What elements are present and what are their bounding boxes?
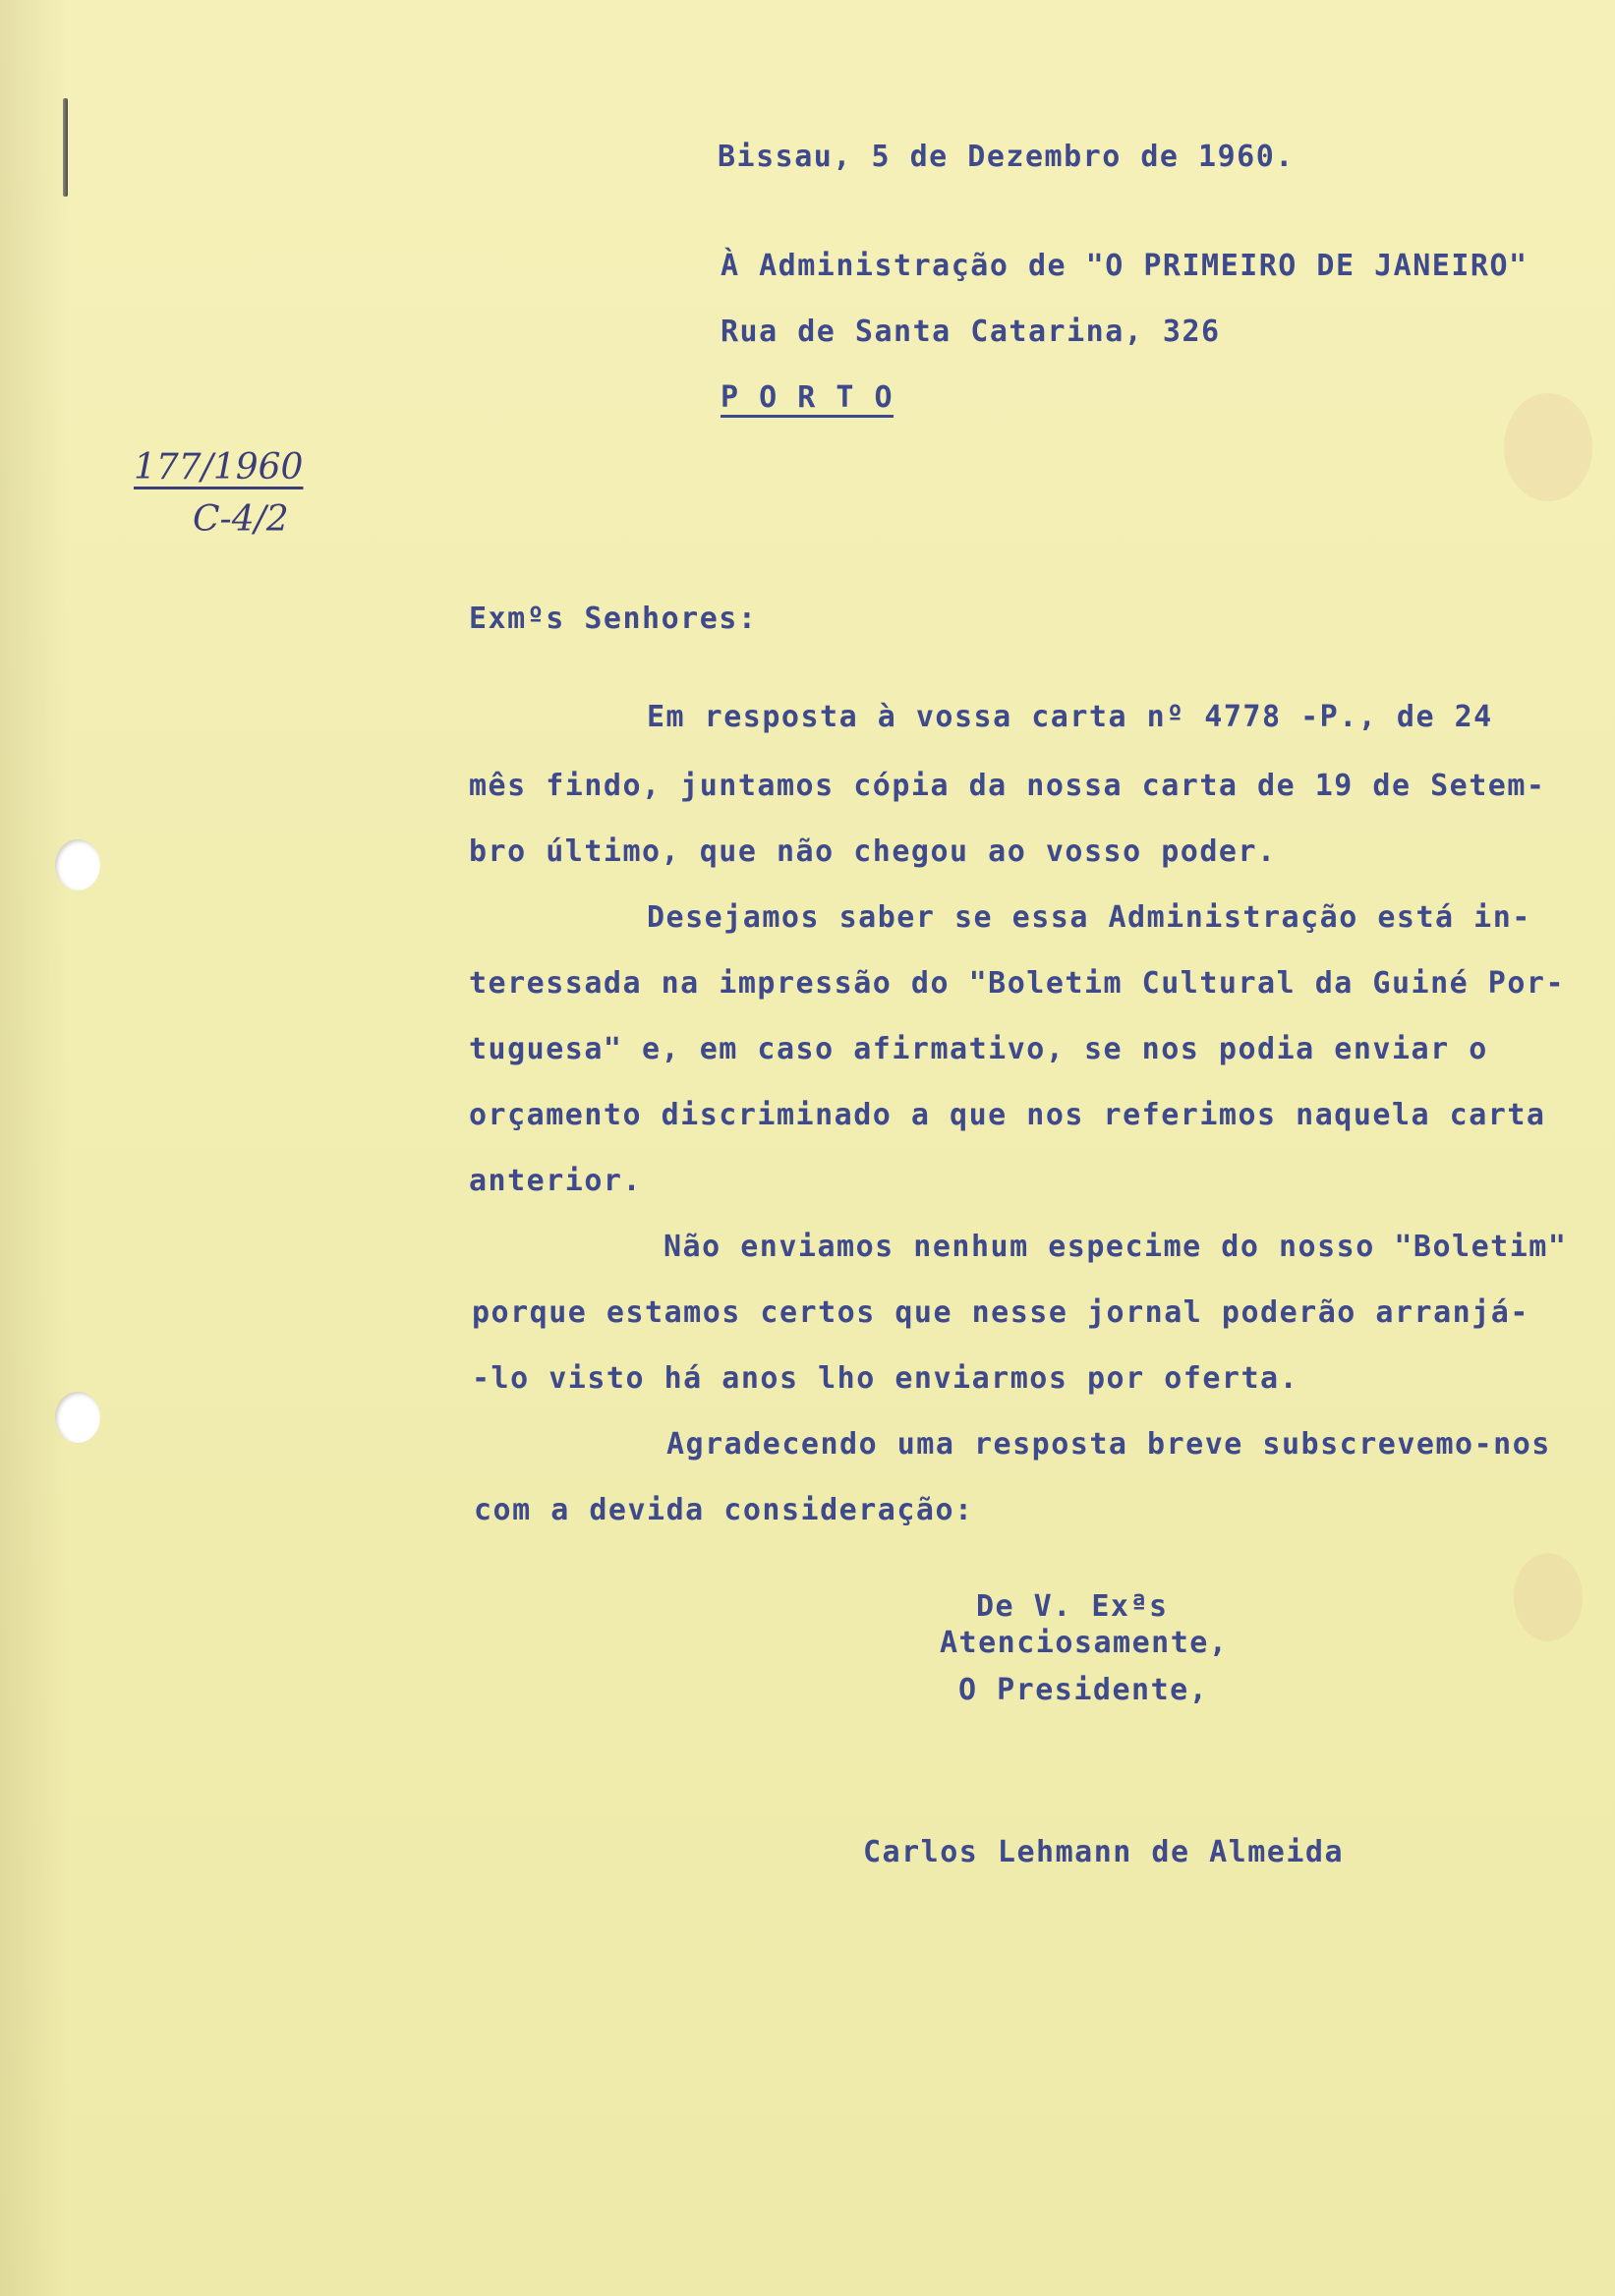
margin-note-file-code: C-4/2 <box>193 499 289 540</box>
closing-line-2: Atenciosamente, <box>940 1626 1229 1660</box>
paper-stain <box>1514 1553 1583 1641</box>
paragraph-2-line-1: Desejamos saber se essa Administração está in- <box>647 900 1531 935</box>
punch-hole <box>55 1392 100 1443</box>
punch-hole <box>55 839 100 890</box>
paragraph-3-line-3: -lo visto há anos lho enviarmos por oferta. <box>472 1361 1299 1396</box>
staple <box>63 98 68 197</box>
date-line: Bissau, 5 de Dezembro de 1960. <box>718 140 1295 174</box>
paragraph-2-line-5: anterior. <box>469 1164 643 1198</box>
paragraph-2-line-3: tuguesa" e, em caso afirmativo, se nos podia enviar o <box>469 1032 1488 1066</box>
paragraph-4-line-2: com a devida consideração: <box>474 1493 974 1527</box>
closing-line-3: O Presidente, <box>958 1673 1209 1707</box>
paragraph-3-line-1: Não enviamos nenhum especime do nosso "Boletim" <box>663 1230 1568 1264</box>
recipient-line-2: Rua de Santa Catarina, 326 <box>721 315 1221 349</box>
paper-stain <box>1504 393 1592 501</box>
recipient-city: P O R T O <box>721 380 894 415</box>
paragraph-4-line-1: Agradecendo uma resposta breve subscrevemo-nos <box>666 1427 1551 1462</box>
signatory-name: Carlos Lehmann de Almeida <box>863 1835 1345 1869</box>
paragraph-1-line-1: Em resposta à vossa carta nº 4778 -P., de 24 <box>647 700 1493 734</box>
paragraph-2-line-2: teressada na impressão do "Boletim Cultural da Guiné Por- <box>469 966 1566 1001</box>
paragraph-3-line-2: porque estamos certos que nesse jornal poderão arranjá- <box>472 1295 1529 1330</box>
paragraph-1-line-3: bro último, que não chegou ao vosso poder. <box>469 834 1277 869</box>
salutation: Exmºs Senhores: <box>469 602 758 636</box>
paragraph-1-line-2: mês findo, juntamos cópia da nossa carta de 19 de Setem- <box>469 769 1546 803</box>
recipient-line-1: À Administração de "O PRIMEIRO DE JANEIRO" <box>721 249 1528 283</box>
closing-line-1: De V. Exªs <box>976 1589 1169 1624</box>
margin-note-reference: 177/1960 <box>134 447 304 488</box>
paragraph-2-line-4: orçamento discriminado a que nos referimos naquela carta <box>469 1098 1546 1132</box>
